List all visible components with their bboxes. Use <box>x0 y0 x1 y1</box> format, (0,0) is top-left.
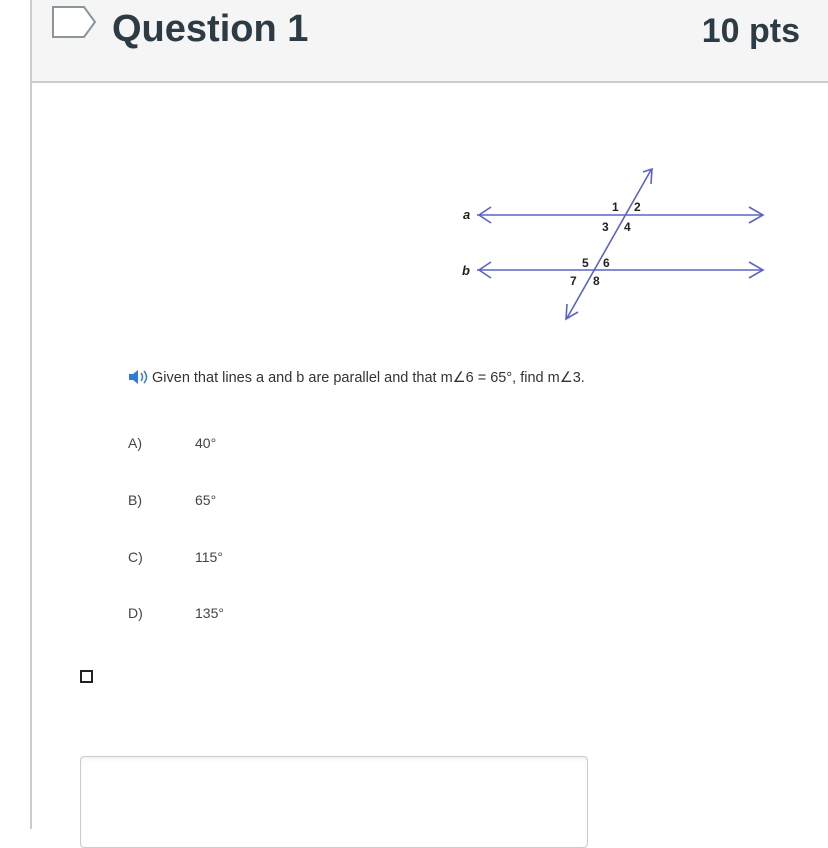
question-prompt: Given that lines a and b are parallel and that m∠6 = 65°, find m∠3. <box>152 370 585 386</box>
answer-text-box[interactable] <box>80 756 588 848</box>
parallel-lines-diagram <box>427 160 787 330</box>
choice-value: 40° <box>195 435 217 451</box>
angle-6-label: 6 <box>603 256 610 270</box>
question-title: Question 1 <box>112 8 309 50</box>
angle-8-label: 8 <box>593 274 600 288</box>
choice-value: 65° <box>195 492 217 508</box>
choice-letter: A) <box>128 435 142 451</box>
choice-value: 135° <box>195 605 224 621</box>
line-b-label: b <box>462 263 470 278</box>
angle-1-label: 1 <box>612 200 619 214</box>
speaker-icon[interactable] <box>128 369 150 385</box>
choice-letter: C) <box>128 549 143 565</box>
question-text-row <box>128 369 585 386</box>
angle-4-label: 4 <box>624 220 631 234</box>
bookmark-flag-icon[interactable] <box>50 4 98 40</box>
angle-5-label: 5 <box>582 256 589 270</box>
choice-value: 115° <box>195 549 223 565</box>
angle-3-label: 3 <box>602 220 609 234</box>
answer-checkbox[interactable] <box>80 670 93 683</box>
question-points: 10 pts <box>701 12 800 50</box>
question-header <box>32 0 828 83</box>
question-card <box>30 0 828 829</box>
line-a-label: a <box>463 207 471 222</box>
choice-letter: D) <box>128 605 143 621</box>
angle-2-label: 2 <box>634 200 641 214</box>
angle-7-label: 7 <box>570 274 577 288</box>
choice-letter: B) <box>128 492 142 508</box>
